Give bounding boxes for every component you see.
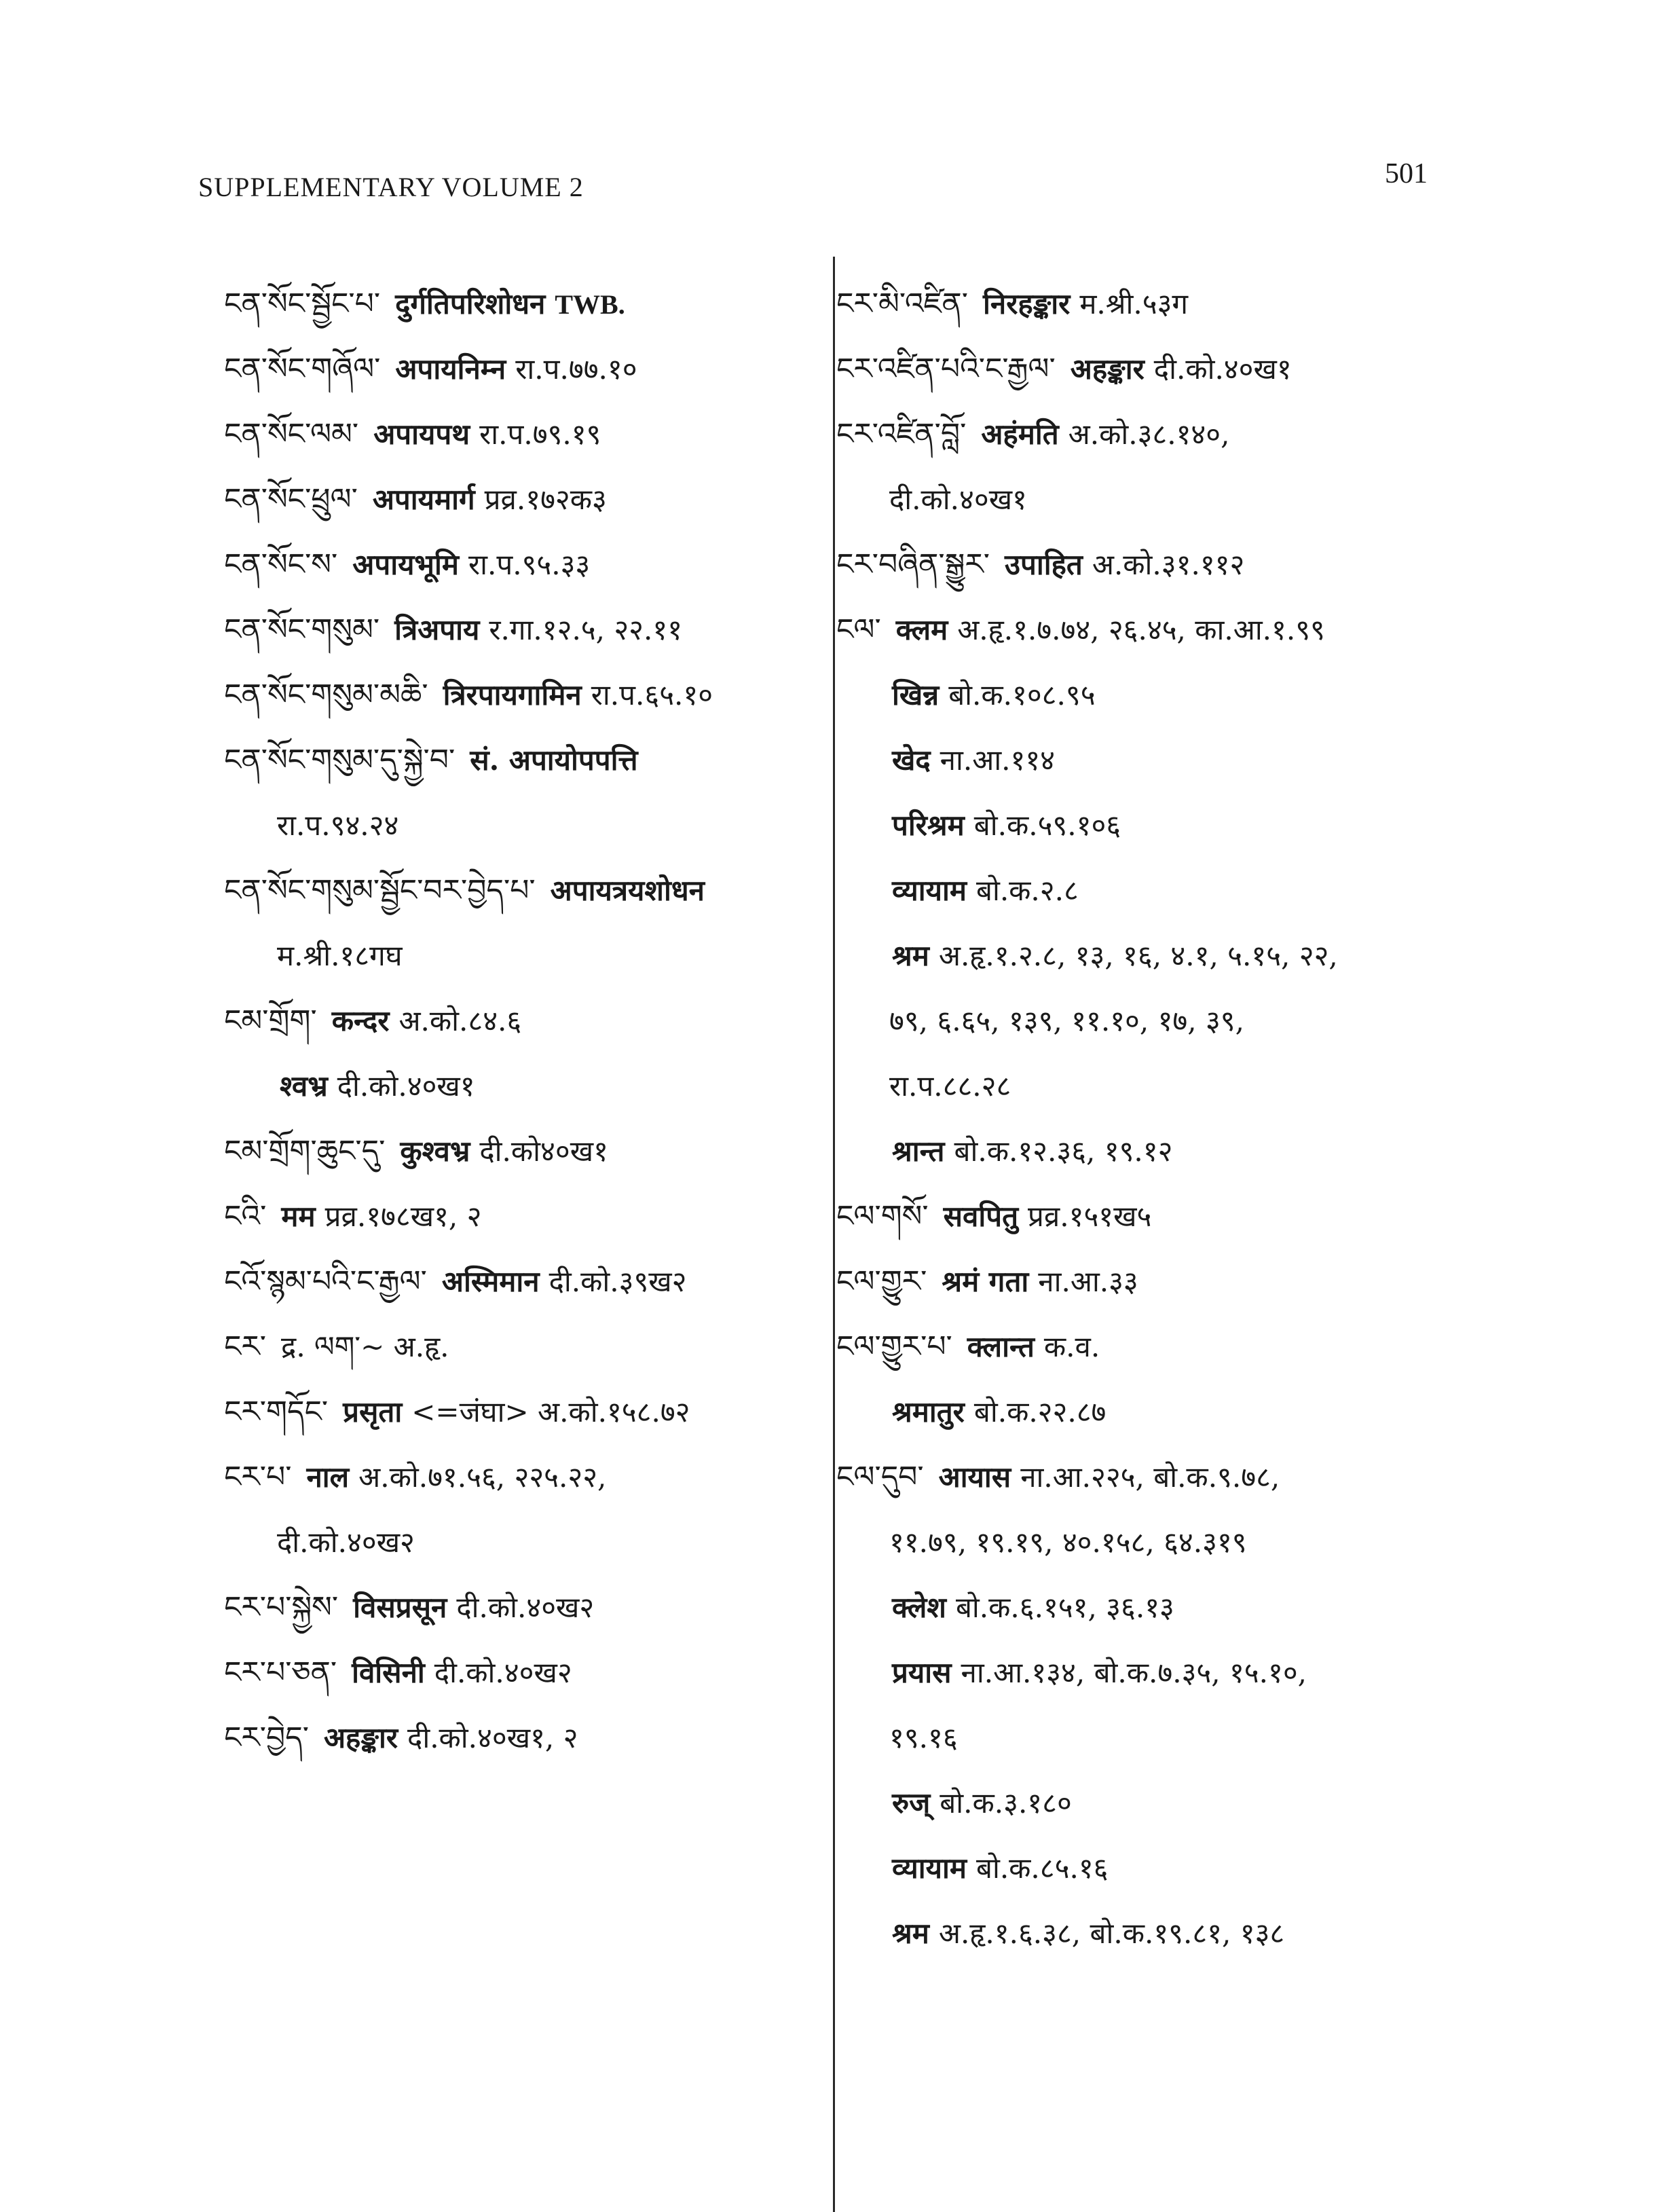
sanskrit-equivalent: अपायमार्ग [372,483,475,516]
sanskrit-equivalent: अस्मिमान [441,1265,540,1298]
dictionary-entry [224,858,821,923]
reference-text: <=जंघा> अ.को.१५८.७२ [411,1395,690,1428]
sanskrit-equivalent: अहंमति [981,418,1059,451]
reference-text: बो.क.१२.३६, १९.१२ [954,1135,1173,1168]
dictionary-entry [224,402,821,467]
dictionary-entry [836,1314,1447,1380]
sanskrit-equivalent: कुश्वभ्र [400,1135,470,1168]
dictionary-entry [224,532,821,597]
entry-continuation [836,989,1447,1054]
reference-text: दी.को.४०ख२ [277,1526,415,1559]
sanskrit-equivalent: निरहङ्कार [983,287,1071,320]
dictionary-entry [224,1314,821,1380]
sanskrit-equivalent: विसिनी [352,1656,425,1689]
tibetan-headword: ངར་མི་འཛིན་ [836,287,968,321]
sanskrit-equivalent: प्रयास [892,1656,952,1689]
reference-text: र.गा.१२.५, २२.११ [489,613,683,646]
dictionary-entry [836,532,1447,597]
reference-text: बो.क.८५.१६ [975,1851,1109,1885]
tibetan-headword: ངན་སོང་སྦྱོང་པ་ [224,287,381,321]
sub-entry [836,923,1447,989]
sanskrit-equivalent: मम [281,1200,316,1233]
reference-text: दी.को.४०ख२ [456,1591,595,1624]
dictionary-entry [224,1249,821,1314]
dictionary-entry [224,597,821,663]
dictionary-entry [224,989,821,1054]
tibetan-headword: ངལ་དུབ་ [836,1460,924,1494]
sanskrit-equivalent: रुज् [892,1786,931,1820]
tibetan-headword: ངལ་ [836,612,881,647]
sub-entry [836,1640,1447,1706]
sanskrit-equivalent: श्रान्त [892,1135,945,1168]
sanskrit-equivalent: श्वभ्र [280,1069,328,1103]
reference-text: दी.को.४०ख१ [1153,352,1292,386]
entry-continuation [836,1054,1447,1119]
column-divider [833,257,835,2212]
sub-entry [836,1771,1447,1836]
tibetan-headword: ངའོ་སྙམ་པའི་ང་རྒྱལ་ [224,1264,427,1299]
dictionary-entry [836,597,1447,663]
dictionary-entry [224,337,821,402]
sanskrit-equivalent: क्लान्त [967,1330,1035,1363]
entry-continuation [224,1510,821,1575]
sanskrit-equivalent: अपायभूमि [352,548,459,581]
running-head: SUPPLEMENTARY VOLUME 2 [198,172,584,202]
sanskrit-equivalent: सवपितु [943,1200,1019,1233]
reference-text: दी.को.३९ख२ [548,1265,687,1298]
dictionary-entry [836,1184,1447,1249]
sanskrit-equivalent: सं. अपायोपपत्ति [470,743,638,777]
sanskrit-equivalent: क्लम [895,613,948,646]
entry-continuation [836,1510,1447,1575]
left-column [224,272,821,1771]
sanskrit-equivalent: अपायनिम्न [395,352,506,386]
dictionary-entry [224,1445,821,1510]
tibetan-headword: ངར་འཛིན་བློ་ [836,417,967,451]
tibetan-headword: ངའི་ [224,1199,267,1234]
tibetan-headword: ངམ་གྲོག་ [224,1003,317,1038]
reference-text: म.श्री.५३ग [1079,287,1189,320]
sanskrit-equivalent: प्रसृता [343,1395,403,1428]
tibetan-headword: ངམ་གྲོག་ཆུང་དུ་ [224,1134,386,1168]
reference-text: ना.आ.३३ [1038,1265,1138,1298]
reference-text: बो.क.१०८.९५ [948,678,1096,712]
reference-text: अ.हृ.१.६.३८, बो.क.१९.८१, १३८ [938,1917,1285,1950]
sanskrit-equivalent: श्रम [892,1917,929,1950]
right-column [836,272,1447,1966]
reference-text: बो.क.६.१५१, ३६.१३ [955,1591,1174,1624]
reference-text: दी.को.४०ख१ [337,1069,475,1103]
tibetan-headword: ངལ་གསོ་ [836,1199,929,1234]
dictionary-entry [224,1575,821,1640]
sanskrit-equivalent: त्रिअपाय [394,613,480,646]
sub-entry [836,728,1447,793]
reference-text: बो.क.३.१८० [940,1786,1072,1820]
sanskrit-equivalent: अपायत्रयशोधन [550,874,705,907]
dictionary-entry [224,663,821,728]
sanskrit-equivalent: श्रम [892,939,929,972]
tibetan-headword: ངར་པ་ཅན་ [224,1655,337,1690]
reference-text: प्रव्र.१७२क३ [484,483,607,516]
dictionary-entry [836,402,1447,467]
reference-text: ७९, ६.६५, १३९, ११.१०, १७, ३९, [889,1004,1244,1037]
reference-text: बो.क.२२.८७ [973,1395,1107,1428]
reference-text: प्रव्र.१५१ख५ [1028,1200,1152,1233]
dictionary-entry [224,1706,821,1771]
entry-continuation [836,467,1447,532]
tibetan-headword: ངར་ [224,1329,267,1364]
dictionary-entry [836,337,1447,402]
reference-text: १९.१६ [889,1721,958,1754]
tibetan-headword: ངན་སོང་གསུམ་སྦྱོང་བར་བྱེད་པ་ [224,873,536,908]
sanskrit-equivalent: अपायपथ [373,418,470,451]
reference-text: TWB. [555,289,625,320]
tibetan-headword: ངལ་གྱུར་པ་ [836,1329,952,1364]
sanskrit-equivalent: उपाहित [1004,548,1083,581]
sanskrit-equivalent: नाल [306,1460,350,1494]
tibetan-headword: ངར་བྱེད་ [224,1720,309,1755]
reference-text: म.श्री.१८गघ [277,939,403,972]
tibetan-headword: ངལ་གྱུར་ [836,1264,927,1299]
dictionary-entry [224,1184,821,1249]
reference-text: रा.प.७९.१९ [479,418,601,451]
reference-text: ११.७९, १९.१९, ४०.१५८, ६४.३१९ [889,1526,1247,1559]
sanskrit-equivalent: श्रमातुर [892,1395,965,1428]
sub-entry [836,793,1447,858]
reference-text: दी.को.४०ख२ [434,1656,572,1689]
reference-text: क.व. [1043,1330,1100,1363]
reference-text: रा.प.९५.३३ [468,548,591,581]
dictionary-entry [224,272,821,337]
tibetan-headword: ངན་སོང་ཕྲུལ་ [224,482,358,517]
dictionary-entry [224,1380,821,1445]
tibetan-headword: ངན་སོང་ས་ [224,547,338,582]
tibetan-headword: ངར་འཛིན་པའི་ང་རྒྱལ་ [836,352,1056,386]
sanskrit-equivalent: अहङ्कार [1070,352,1145,386]
reference-text: अ.को.३८.१४०, [1068,418,1230,451]
dictionary-entry [836,1445,1447,1510]
reference-text: बो.क.५९.१०६ [973,809,1121,842]
tibetan-headword: ངན་སོང་གསུམ་དུ་སྐྱེ་བ་ [224,743,455,777]
sub-entry [224,1054,821,1119]
tibetan-headword: ངན་སོང་ལམ་ [224,417,359,451]
sub-entry [836,663,1447,728]
sanskrit-equivalent: अहङ्कार [323,1721,398,1754]
reference-text: द्र. ལག་~ अ.हृ. [281,1330,449,1363]
sub-entry [836,1836,1447,1901]
sanskrit-equivalent: आयास [938,1460,1011,1494]
reference-text: रा.प.९४.२४ [277,809,399,842]
reference-text: अ.हृ.१.७.७४, २६.४५, का.आ.१.९९ [957,613,1325,646]
sub-entry [836,1119,1447,1184]
dictionary-entry [836,272,1447,337]
tibetan-headword: ངར་བཞིན་སྒྱུར་ [836,547,990,582]
entry-continuation [836,1706,1447,1771]
tibetan-headword: ངར་པ་ [224,1460,292,1494]
tibetan-headword: ངན་སོང་གཞོལ་ [224,352,381,386]
sanskrit-equivalent: त्रिरपायगामिन [443,678,582,712]
sanskrit-equivalent: विसप्रसून [353,1591,447,1624]
dictionary-entry [224,728,821,793]
reference-text: अ.को.३१.११२ [1092,548,1245,581]
reference-text: रा.प.६५.१० [591,678,713,712]
reference-text: दी.को.४०ख१ [889,483,1027,516]
sanskrit-equivalent: श्रमं गता [942,1265,1029,1298]
tibetan-headword: ངར་གདོང་ [224,1395,329,1429]
entry-continuation [224,923,821,989]
page-number: 501 [1385,158,1428,189]
dictionary-entry [224,1640,821,1706]
sanskrit-equivalent: परिश्रम [892,809,965,842]
sanskrit-equivalent: व्यायाम [892,874,967,907]
sanskrit-equivalent: व्यायाम [892,1851,967,1885]
tibetan-headword: ངན་སོང་གསུམ་ [224,612,380,647]
sanskrit-equivalent: खिन्न [892,678,940,712]
sanskrit-equivalent: दुर्गतिपरिशोधन [395,287,546,320]
reference-text: बो.क.२.८ [975,874,1079,907]
tibetan-headword: ངན་སོང་གསུམ་མཆི་ [224,678,428,712]
sub-entry [836,1575,1447,1640]
reference-text: ना.आ.२२५, बो.क.९.७८, [1020,1460,1280,1494]
reference-text: अ.को.७१.५६, २२५.२२, [358,1460,607,1494]
reference-text: दी.को.४०ख१, २ [407,1721,578,1754]
reference-text: रा.प.७७.१० [515,352,637,386]
tibetan-headword: ངར་པ་སྐྱེས་ [224,1590,339,1625]
reference-text: प्रव्र.१७८ख१, २ [324,1200,482,1233]
sub-entry [836,858,1447,923]
sub-entry [836,1901,1447,1966]
dictionary-entry [224,467,821,532]
entry-continuation [224,793,821,858]
reference-text: अ.हृ.१.२.८, १३, १६, ४.१, ५.१५, २२, [938,939,1338,972]
reference-text: ना.आ.११४ [940,743,1056,777]
sanskrit-equivalent: कन्दर [331,1004,390,1037]
reference-text: अ.को.८४.६ [398,1004,522,1037]
sanskrit-equivalent: खेद [892,743,931,777]
dictionary-entry [224,1119,821,1184]
dictionary-entry [836,1249,1447,1314]
sub-entry [836,1380,1447,1445]
reference-text: ना.आ.१३४, बो.क.७.३५, १५.१०, [961,1656,1307,1689]
reference-text: रा.प.८८.२८ [889,1069,1011,1103]
sanskrit-equivalent: क्लेश [892,1591,946,1624]
reference-text: दी.को४०ख१ [479,1135,608,1168]
